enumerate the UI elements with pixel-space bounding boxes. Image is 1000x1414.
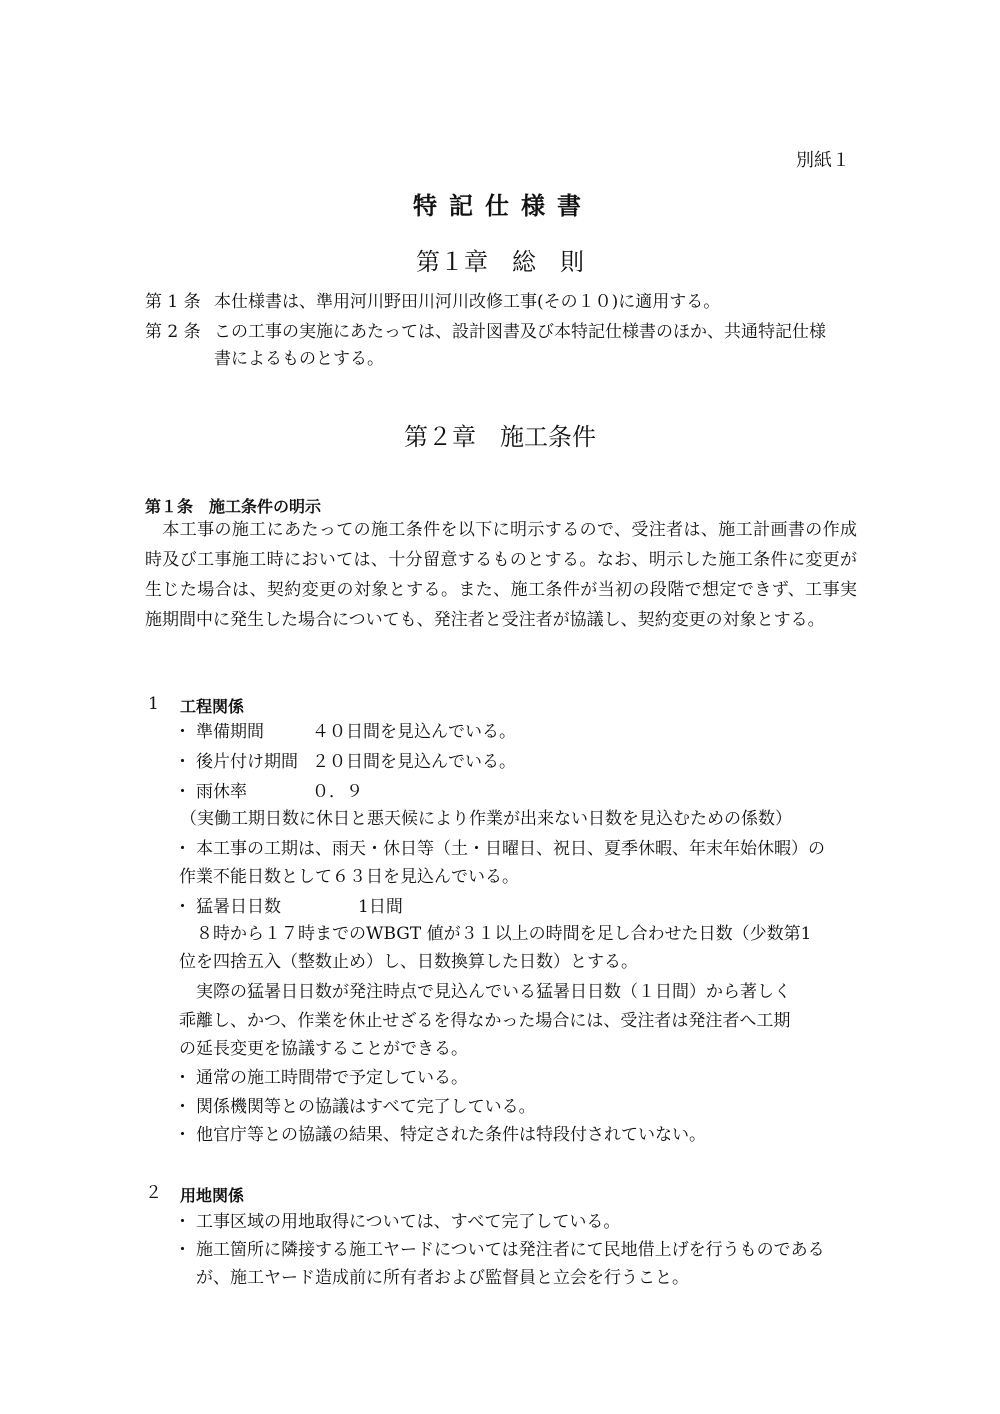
heat-line5: の延長変更を協議することができる。 [179, 1039, 468, 1059]
document-title: 特記仕様書 [413, 191, 593, 220]
annex-label: 別紙１ [796, 150, 850, 171]
heat-line3: 実際の猛暑日日数が発注時点で見込んでいる猛暑日日数（１日間）から著しく [196, 982, 791, 1002]
ch1-article2-line1: この工事の実施にあたっては、設計図書及び本特記仕様書のほか、共通特記仕様 [214, 322, 826, 342]
rain-rate-label: 雨休率 [196, 782, 247, 802]
period-line1: 本工事の工期は、雨天・休日等（土・日曜日、祝日、夏季休暇、年末年始休暇）の [196, 839, 825, 859]
bullet: ・ [174, 1212, 191, 1232]
bullet: ・ [174, 782, 191, 802]
ch1-article1-text: 本仕様書は、準用河川野田川河川改修工事(その１０)に適用する。 [214, 292, 721, 312]
ch1-article2-line2: 書によるものとする。 [214, 349, 384, 369]
section2-title: 用地関係 [180, 1186, 245, 1205]
ch2-article1-body [145, 515, 857, 635]
ch2-article1-body-text: 本工事の施工にあたっての施工条件を以下に明示するので、受注者は、施工計画書の作成時及び工事施工時においては、十分留意するものとする。なお、明示した施工条件に変更が生じた場合は、契約変更の対象とする。また、施工条件が当初の段階で想定できず、工事実施期間中に発生した場合についても、発注者と受注者が協議し、契約変更の対象とする。 [145, 520, 857, 630]
ch1-article2-label: 第 2 条 [145, 322, 201, 342]
bullet: ・ [174, 1125, 191, 1145]
agencies-item: 関係機関等との協議はすべて完了している。 [196, 1097, 536, 1117]
rain-rate-value: ０．９ [312, 782, 363, 802]
gov-item: 他官庁等との協議の結果、特定された条件は特段付されていない。 [196, 1125, 706, 1145]
bullet: ・ [174, 722, 191, 742]
land-item2-line2: が、施工ヤード造成前に所有者および監督員と立会を行うこと。 [196, 1268, 689, 1288]
heat-days-label: 猛暑日日数 [196, 897, 281, 917]
land-item1: 工事区域の用地取得については、すべて完了している。 [196, 1212, 621, 1232]
cleanup-period-value: ２０日間を見込んでいる。 [312, 752, 516, 772]
section1-number: 1 [148, 694, 159, 714]
prep-period-label: 準備期間 [196, 722, 264, 742]
bullet: ・ [174, 897, 191, 917]
cleanup-period-label: 後片付け期間 [196, 752, 298, 772]
bullet: ・ [174, 1240, 191, 1260]
heat-line4: 乖離し、かつ、作業を休止せざるを得なかった場合には、受注者は発注者へ工期 [179, 1011, 791, 1031]
land-item2-line1: 施工箇所に隣接する施工ヤードについては発注者にて民地借上げを行うものである [196, 1240, 825, 1260]
heat-line2: 位を四捨五入（整数止め）し、日数換算した日数）とする。 [179, 952, 638, 972]
chapter2-title: 第２章 施工条件 [404, 423, 596, 451]
ch2-article1-heading: 第１条 施工条件の明示 [145, 497, 322, 516]
prep-period-value: ４０日間を見込んでいる。 [312, 722, 516, 742]
ch1-article1-label: 第 1 条 [145, 292, 201, 312]
section1-title: 工程関係 [180, 697, 245, 716]
bullet: ・ [174, 1068, 191, 1088]
bullet: ・ [174, 1097, 191, 1117]
section2-number: ２ [145, 1183, 162, 1203]
bullet: ・ [174, 752, 191, 772]
work-hours-item: 通常の施工時間帯で予定している。 [196, 1068, 468, 1088]
heat-days-value: 1日間 [358, 897, 403, 917]
period-line2: 作業不能日数として６３日を見込んでいる。 [179, 867, 519, 887]
bullet: ・ [174, 839, 191, 859]
rain-rate-note: （実働工期日数に休日と悪天候により作業が出来ない日数を見込むための係数） [180, 809, 792, 829]
chapter1-title: 第１章 総 則 [416, 248, 584, 276]
heat-line1: ８時から１７時までのWBGT 値が３１以上の時間を足し合わせた日数（少数第1 [196, 924, 812, 944]
